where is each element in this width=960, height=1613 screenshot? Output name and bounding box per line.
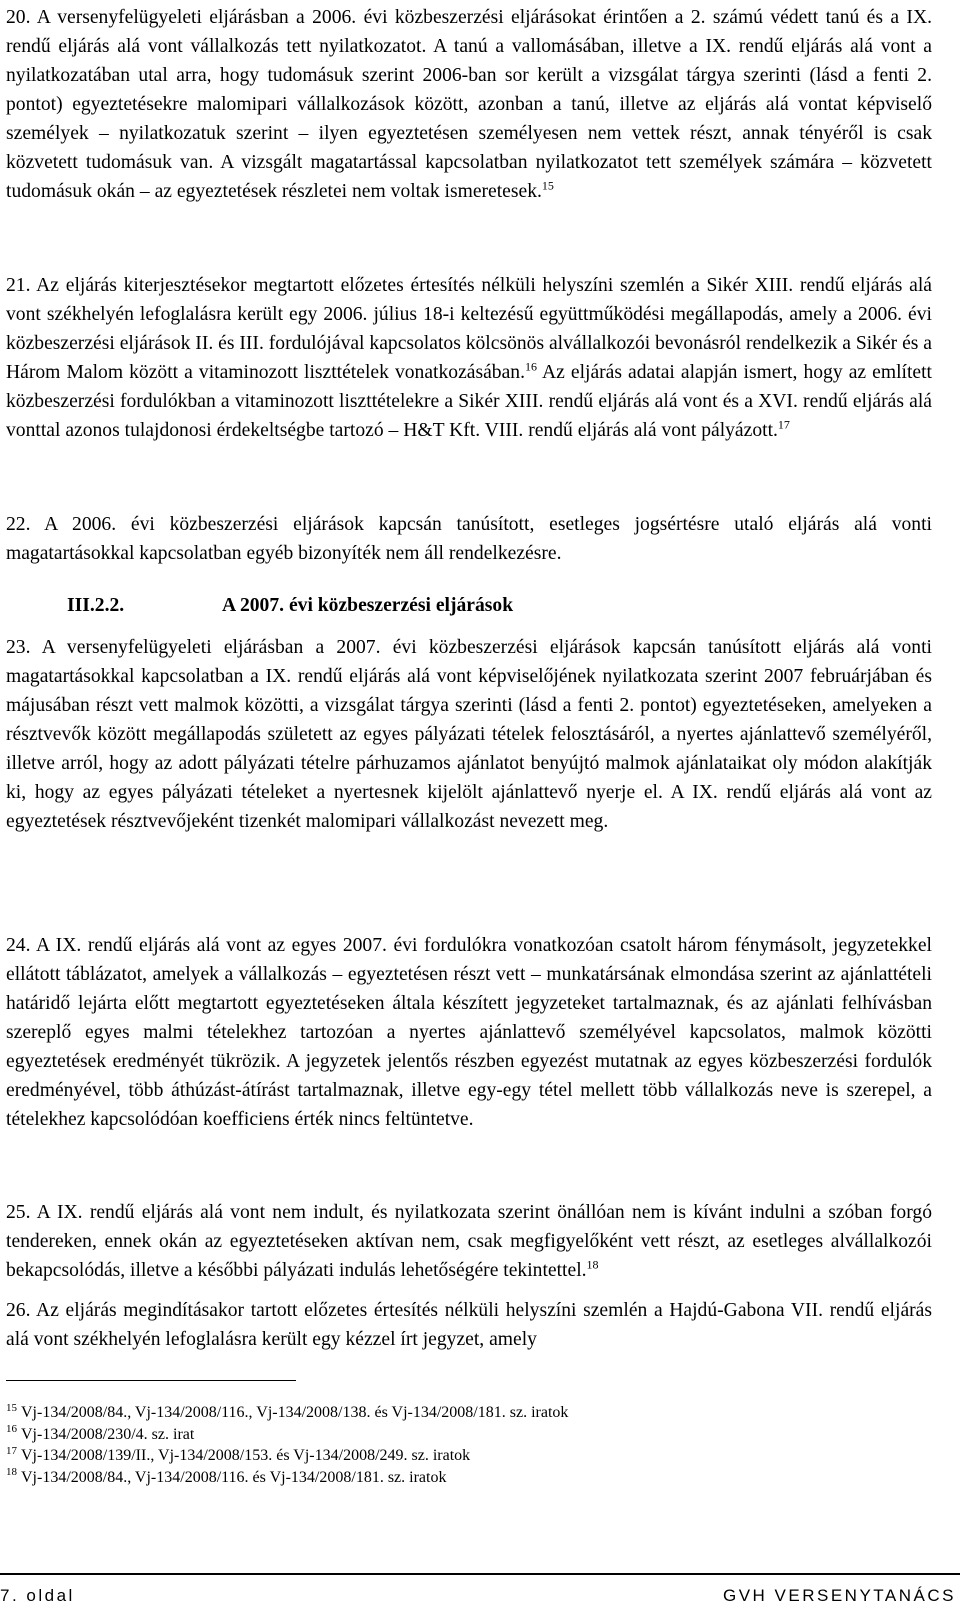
footnote-text: Vj-134/2008/84., Vj-134/2008/116. és Vj-134/2008/181. sz. iratok	[21, 1468, 447, 1486]
footnote-ref-18[interactable]: 18	[586, 1257, 599, 1272]
footnote-number: 17	[6, 1444, 17, 1457]
footnote-16	[6, 1424, 906, 1446]
footnotes	[6, 1402, 906, 1488]
paragraph-21	[6, 271, 932, 445]
footer-divider	[0, 1573, 960, 1575]
footnote-number: 15	[6, 1401, 17, 1414]
paragraph-text: 24. A IX. rendű eljárás alá vont az egyes 2007. évi fordulókra vonatkozóan csatolt három fénymásolt, jegyzetekkel ellátott táblázatot, amelyek a vállalkozás – egyeztetésen részt vett – munkatársának elmondása szerint az ajánlattételi határidő lejárta előtt megtartott egyeztetéseken általa készített jegyzeteket tartalmaznak, és az ajánlati felhívásban szereplő egyes malmi tételekhez tartozóan a nyertes ajánlattevő személyével kapcsolatos, malmok közötti egyeztetések eredményét tükrözik. A jegyzetek jelentős részben egyezést mutatnak az egyes közbeszerzési fordulók eredményével, több áthúzást-átírást tartalmaznak, illetve egy-egy tétel mellett több vállalkozás neve is szerepel, a tételekhez kapcsolódóan koefficiens érték nincs feltüntetve.	[6, 935, 932, 1130]
paragraph-26	[6, 1296, 932, 1354]
page-number: 7. oldal	[0, 1586, 75, 1605]
footnote-ref-17[interactable]: 17	[777, 417, 790, 432]
paragraph-text: 20. A versenyfelügyeleti eljárásban a 2006. évi közbeszerzési eljárásokat érintően a 2. számú védett tanú és a IX. rendű eljárás alá vont vállalkozás tett nyilatkozatot. A tanú a vallomásában, illetve a IX. rendű eljárás alá vont a nyilatkozatában utal arra, hogy tudomásuk szerint 2006-ban sor került a vizsgálat tárgya szerinti (lásd a fenti 2. pontot) egyeztetésekre malomipari vállalkozások között, azonban a tanú, illetve az eljárás alá vontat képviselő személyek – nyilatkozatuk szerint – ilyen egyeztetésen személyesen nem vettek részt, annak tényéről is csak közvetett tudomásuk van. A vizsgált magatartással kapcsolatban nyilatkozatot tett személyek számára – közvetett tudomásuk okán – az egyeztetések részletei nem voltak ismeretesek.	[6, 7, 932, 202]
footnote-text: Vj-134/2008/84., Vj-134/2008/116., Vj-134/2008/138. és Vj-134/2008/181. sz. iratok	[21, 1404, 569, 1421]
footnote-ref-16[interactable]: 16	[524, 359, 537, 374]
footnote-text: Vj-134/2008/230/4. sz. irat	[21, 1425, 195, 1443]
footnote-15	[6, 1402, 906, 1424]
paragraph-23	[6, 633, 932, 836]
paragraph-text: 23. A versenyfelügyeleti eljárásban a 2007. évi közbeszerzési eljárások kapcsán tanúsított eljárás alá vonti magatartásokkal kapcsolatban a IX. rendű eljárás alá vont képviselőjének nyilatkozata szerint 2007 februárjában és májusában részt vett malmok közötti, a vizsgálat tárgya szerinti (lásd a fenti 2. pontot) egyeztetéseken, amelyeken a résztvevők között megállapodás született az egyes pályázati tételek felosztásáról, a nyertes ajánlattevő személyéről, illetve arról, hogy az adott pályázati tételre párhuzamos ajánlatot benyújtó malmok ajánlataikat oly módon alakítják ki, hogy az egyes pályázati tételeket a nyertesnek kijelölt ajánlattevő nyerje el. A IX. rendű eljárás alá vont az egyeztetések résztvevőjeként tizenkét malomipari vállalkozást nevezett meg.	[6, 637, 932, 832]
footnote-ref-15[interactable]: 15	[541, 178, 554, 193]
paragraph-text: Az eljárás adatai alapján ismert, hogy az említett közbeszerzési fordulókban a vitaminozott liszttételekre a Sikér XIII. rendű eljárás alá vont és a XVI. rendű eljárás alá vonttal azonos tulajdonosi érdekeltségbe tartozó – H&T Kft. VIII. rendű eljárás alá vont pályázott.	[6, 362, 933, 441]
paragraph-22	[6, 510, 932, 568]
paragraph-25	[6, 1198, 932, 1285]
section-number: III.2.2.	[67, 595, 125, 616]
footnote-17	[6, 1445, 906, 1467]
section-heading	[67, 591, 513, 620]
paragraph-text: 22. A 2006. évi közbeszerzési eljárások kapcsán tanúsított, esetleges jogsértésre utaló eljárás alá vonti magatartásokkal kapcsolatban egyéb bizonyíték nem áll rendelkezésre.	[6, 514, 932, 564]
footnote-separator	[6, 1380, 296, 1381]
paragraph-text: 21. Az eljárás kiterjesztésekor megtartott előzetes értesítés nélküli helyszíni szemlén a Sikér XIII. rendű eljárás alá vont székhelyén lefoglalásra került egy 2006. július 18-i keltezésű együttműködési megállapodás, amely a 2006. évi közbeszerzési eljárások II. és III. fordulójával kapcsolatos kölcsönös alvállalkozói bevonásról rendelkezik a Sikér és a Három Malom között a vitaminozott liszttételek vonatkozásában.	[6, 275, 933, 383]
footnote-number: 16	[6, 1423, 17, 1436]
footnote-18	[6, 1467, 906, 1489]
paragraph-text: 26. Az eljárás megindításakor tartott előzetes értesítés nélküli helyszíni szemlén a Hajdú-Gabona VII. rendű eljárás alá vont székhelyén lefoglalásra került egy kézzel írt jegyzet, amely	[6, 1300, 932, 1350]
paragraph-24	[6, 931, 932, 1134]
footnote-text: Vj-134/2008/139/II., Vj-134/2008/153. és Vj-134/2008/249. sz. iratok	[21, 1447, 471, 1464]
section-title: A 2007. évi közbeszerzési eljárások	[222, 595, 514, 616]
paragraph-text: 25. A IX. rendű eljárás alá vont nem indult, és nyilatkozata szerint önállóan nem is kívánt indulni a szóban forgó tendereken, ennek okán az egyeztetéseken aktívan nem, csak megfigyelőként vett részt, az esetleges alvállalkozói bekapcsolódás, illetve a későbbi pályázati indulás lehetőségére tekintettel.	[6, 1202, 932, 1281]
paragraph-20	[6, 3, 932, 206]
footnote-number: 18	[6, 1466, 17, 1479]
footer-organization: GVH VERSENYTANÁCS	[722, 1586, 956, 1605]
